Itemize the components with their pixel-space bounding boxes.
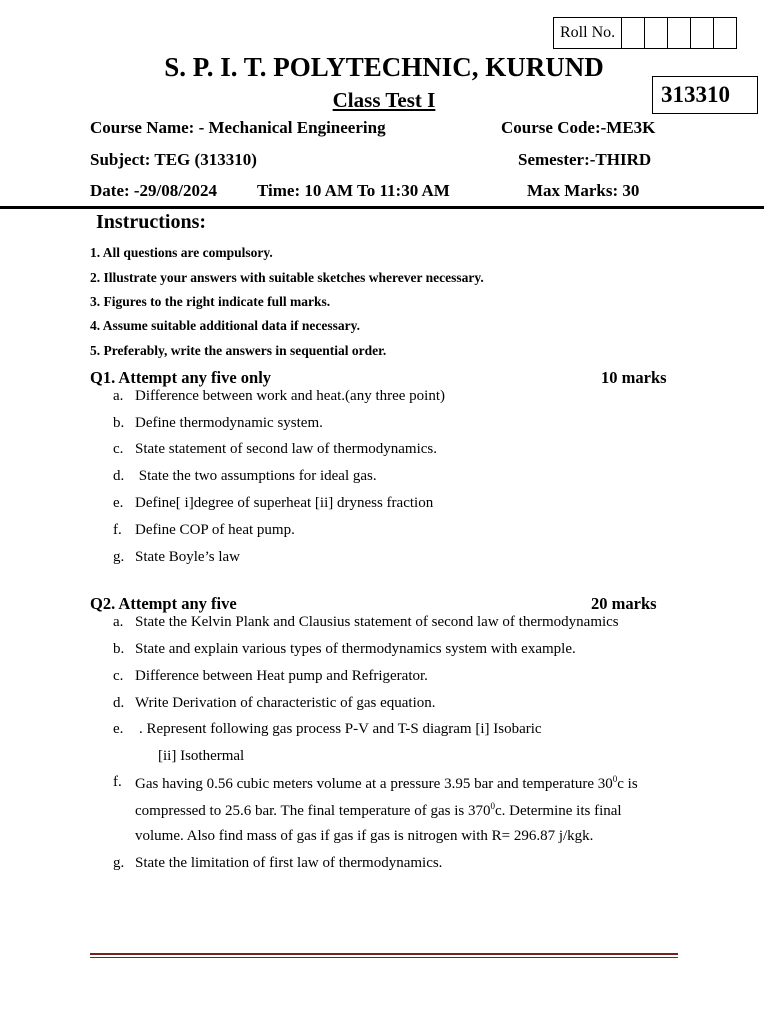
q2-item-letter: c. [113,668,124,684]
q1-item-letter: g. [113,549,125,565]
q1-item-letter: f. [113,522,122,538]
q2-item-text [135,774,638,793]
q2-f-line2-a: compressed to 25.6 bar. The final temperature of gas is 370 [135,803,491,819]
roll-number-cell [714,18,736,48]
q2-item-text-continued: volume. Also find mass of gas if gas if gas is nitrogen with R= 296.87 j/kgk. [135,828,594,844]
roll-number-cell [691,18,714,48]
q1-item-letter: b. [113,415,125,431]
max-marks: Max Marks: 30 [527,181,640,200]
q2-item-letter: g. [113,855,125,871]
q2-f-line2-b: c. Determine its final [494,803,622,819]
instruction-item: 5. Preferably, write the answers in sequential order. [90,343,387,358]
q1-item-letter: c. [113,441,124,457]
q2-item-text: Write Derivation of characteristic of gas equation. [135,695,436,711]
exam-time: Time: 10 AM To 11:30 AM [257,181,450,200]
q1-item-letter: e. [113,495,124,511]
degree-superscript: 0 [612,774,618,784]
q2-item-letter: f. [113,774,122,790]
roll-number-cell [668,18,691,48]
header-divider [0,206,764,209]
q2-item-text-continued: [ii] Isothermal [158,748,245,764]
q1-item-text: State Boyle’s law [135,549,240,565]
degree-superscript: 0 [490,801,495,811]
q2-marks: 20 marks [591,594,657,613]
q1-item-text: State the two assumptions for ideal gas. [135,468,377,484]
q2-f-line1-b: c is [617,776,638,792]
q2-item-letter: a. [113,614,124,630]
q1-item-text: Define thermodynamic system. [135,415,323,431]
footer-divider [90,957,678,958]
course-code: Course Code:-ME3K [501,118,656,137]
q1-item-text: Define COP of heat pump. [135,522,295,538]
roll-number-cell [622,18,645,48]
q2-item-text: . Represent following gas process P-V and T-S diagram [i] Isobaric [139,721,542,737]
q2-item-text: State the limitation of first law of thermodynamics. [135,855,443,871]
roll-number-cell [645,18,668,48]
exam-date: Date: -29/08/2024 [90,181,218,200]
paper-code-box: 313310 [652,76,758,114]
q1-title: Q1. Attempt any five only [90,368,272,387]
q1-marks: 10 marks [601,368,667,387]
q2-title: Q2. Attempt any five [90,594,237,613]
q2-item-text-continued [135,801,622,820]
q2-item-text: Difference between Heat pump and Refrigerator. [135,668,428,684]
q2-item-text: State and explain various types of thermodynamics system with example. [135,641,576,657]
test-title: Class Test I [332,88,436,112]
instruction-item: 1. All questions are compulsory. [90,245,273,260]
roll-number-box [553,17,737,49]
q1-item-letter: d. [113,468,125,484]
q2-item-letter: e. [113,721,124,737]
q1-item-text: Define[ i]degree of superheat [ii] dryness fraction [135,495,434,511]
roll-number-label: Roll No. [554,18,622,48]
instruction-item: 3. Figures to the right indicate full marks. [90,294,331,309]
subject: Subject: TEG (313310) [90,150,257,169]
instruction-item: 2. Illustrate your answers with suitable sketches wherever necessary. [90,270,484,285]
q2-f-line1-a: Gas having 0.56 cubic meters volume at a pressure 3.95 bar and temperature 30 [135,776,613,792]
instruction-item: 4. Assume suitable additional data if necessary. [90,318,361,333]
course-name: Course Name: - Mechanical Engineering [90,118,386,137]
q1-item-letter: a. [113,388,124,404]
q2-item-letter: d. [113,695,125,711]
q2-item-letter: b. [113,641,125,657]
college-name: S. P. I. T. POLYTECHNIC, KURUND [164,52,604,82]
q2-item-text: State the Kelvin Plank and Clausius statement of second law of thermodynamics [135,614,619,630]
semester: Semester:-THIRD [518,150,652,169]
footer-divider [90,953,678,955]
instructions-heading: Instructions: [96,211,207,233]
q1-item-text: Difference between work and heat.(any three point) [135,388,445,404]
q1-item-text: State statement of second law of thermodynamics. [135,441,437,457]
